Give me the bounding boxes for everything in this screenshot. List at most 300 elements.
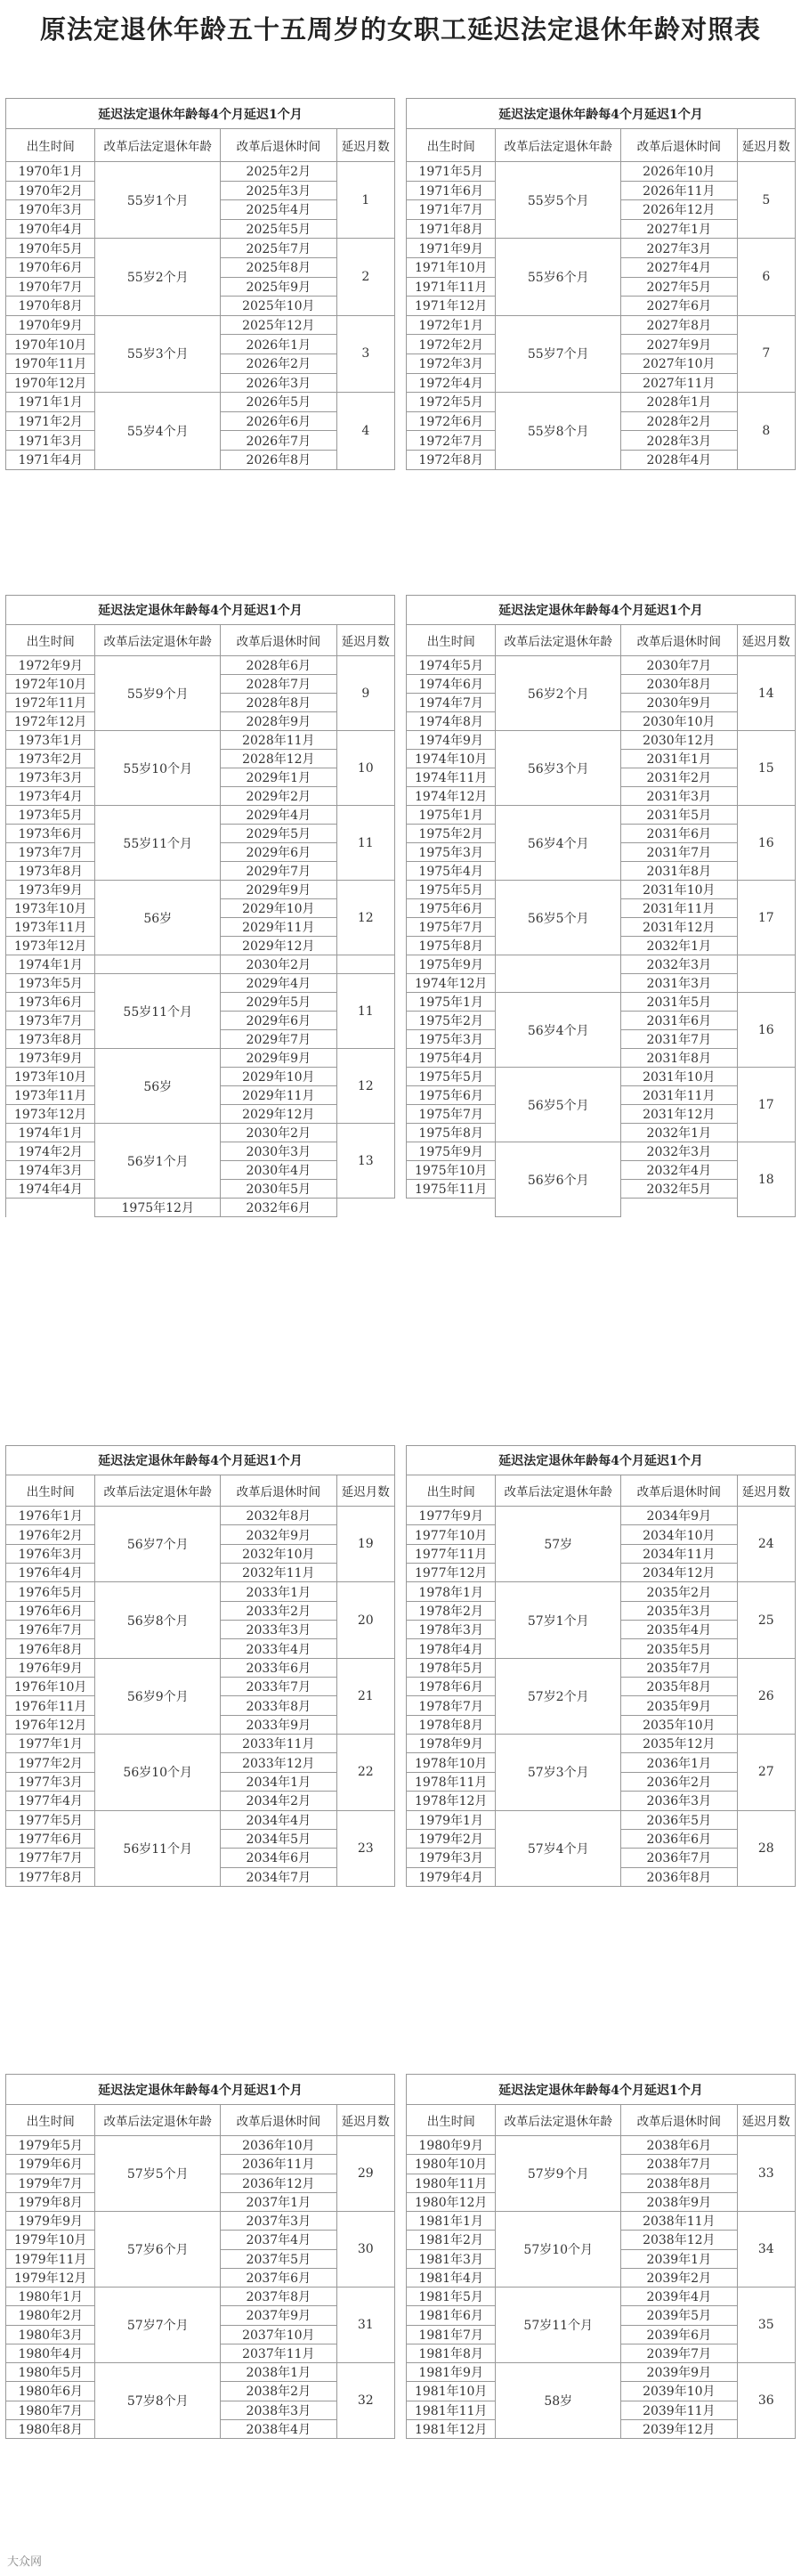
retirement-time-cell: 2039年12月 — [621, 2419, 738, 2438]
retirement-time-cell: 2028年8月 — [221, 694, 337, 712]
header-main-right: 延迟法定退休年龄每4个月延迟1个月 — [406, 1446, 795, 1475]
column-separator — [394, 1810, 406, 1829]
table-row — [6, 2288, 796, 2306]
table-header-row — [6, 596, 796, 625]
retirement-time-cell: 2025年7月 — [221, 239, 337, 258]
retirement-time-cell: 2035年4月 — [621, 1621, 738, 1639]
retirement-time-cell: 2036年2月 — [621, 1772, 738, 1791]
column-separator — [394, 1475, 406, 1507]
delay-months-cell: 22 — [336, 1735, 394, 1810]
column-separator — [394, 993, 406, 1012]
retirement-time-cell: 2039年2月 — [621, 2268, 738, 2287]
retirement-age-cell: 55岁2个月 — [95, 239, 221, 315]
birth-date-cell: 1973年6月 — [6, 825, 95, 843]
retirement-age-cell: 56岁10个月 — [95, 1735, 221, 1810]
delay-months-cell: 18 — [737, 1142, 795, 1217]
birth-date-cell: 1980年2月 — [6, 2306, 95, 2325]
delay-months-cell: 12 — [336, 881, 394, 955]
column-separator — [394, 1696, 406, 1715]
delay-months-cell: 17 — [737, 1068, 795, 1142]
retirement-age-cell: 56岁1个月 — [95, 1124, 221, 1199]
column-separator — [394, 1012, 406, 1030]
retirement-time-cell: 2031年8月 — [621, 1049, 738, 1068]
table-row — [6, 1507, 796, 1525]
retirement-time-cell: 2033年12月 — [221, 1753, 337, 1772]
retirement-time-cell: 2032年11月 — [221, 1564, 337, 1582]
retirement-age-cell: 57岁8个月 — [95, 2363, 221, 2439]
birth-date-cell: 1976年2月 — [6, 1525, 95, 1544]
retirement-age-cell: 57岁7个月 — [95, 2288, 221, 2363]
retirement-age-cell: 55岁11个月 — [95, 806, 221, 881]
birth-date-cell: 1975年1月 — [406, 993, 495, 1012]
header-main-left: 延迟法定退休年龄每4个月延迟1个月 — [6, 1446, 395, 1475]
retirement-time-cell: 2036年10月 — [221, 2136, 337, 2155]
retirement-time-cell: 2026年10月 — [621, 162, 738, 182]
column-separator — [394, 1601, 406, 1620]
column-separator — [394, 411, 406, 431]
birth-date-cell: 1981年1月 — [406, 2212, 495, 2231]
column-separator — [394, 656, 406, 675]
retirement-time-cell: 2037年8月 — [221, 2288, 337, 2306]
retirement-time-cell: 2035年5月 — [621, 1639, 738, 1658]
column-separator — [394, 731, 406, 750]
birth-date-cell: 1980年4月 — [6, 2344, 95, 2362]
birth-date-cell: 1976年1月 — [6, 1507, 95, 1525]
column-separator — [394, 1639, 406, 1658]
column-separator — [394, 239, 406, 258]
birth-date-cell: 1975年10月 — [406, 1161, 495, 1180]
birth-date-cell: 1971年3月 — [6, 431, 95, 451]
birth-date-cell: 1973年7月 — [6, 843, 95, 862]
column-separator — [394, 353, 406, 373]
retirement-time-cell: 2031年11月 — [621, 899, 738, 918]
birth-date-cell: 1974年5月 — [406, 656, 495, 675]
column-header-time: 改革后退休时间 — [621, 1475, 738, 1507]
table-row — [6, 239, 796, 258]
retirement-time-cell: 2026年7月 — [221, 431, 337, 451]
retirement-time-cell: 2036年1月 — [621, 1753, 738, 1772]
retirement-time-cell: 2038年2月 — [221, 2382, 337, 2401]
column-header-age: 改革后法定退休年龄 — [496, 1475, 621, 1507]
birth-date-cell: 1971年9月 — [406, 239, 495, 258]
delay-months-cell: 1 — [336, 162, 394, 239]
birth-date-cell: 1971年4月 — [6, 450, 95, 469]
column-header-months: 延迟月数 — [336, 625, 394, 656]
birth-date-cell: 1979年12月 — [6, 2268, 95, 2287]
retirement-time-cell: 2033年4月 — [221, 1639, 337, 1658]
delay-months-cell: 6 — [737, 239, 795, 315]
birth-date-cell: 1977年12月 — [406, 1564, 495, 1582]
watermark-logo: 大众网 — [7, 2556, 43, 2569]
column-separator — [394, 1735, 406, 1753]
comparison-table — [5, 595, 796, 1217]
retirement-time-cell: 2035年7月 — [621, 1658, 738, 1677]
retirement-age-cell: 57岁11个月 — [496, 2288, 621, 2363]
delay-months-cell: 14 — [737, 656, 795, 731]
column-separator — [394, 1849, 406, 1867]
retirement-time-cell: 2038年9月 — [621, 2192, 738, 2211]
retirement-time-cell: 2033年1月 — [221, 1582, 337, 1601]
retirement-time-cell: 2028年11月 — [221, 731, 337, 750]
birth-date-cell: 1976年11月 — [6, 1696, 95, 1715]
column-separator — [394, 899, 406, 918]
retirement-time-cell: 2030年3月 — [221, 1142, 337, 1161]
birth-date-cell: 1981年3月 — [406, 2249, 495, 2268]
birth-date-cell: 1972年1月 — [406, 315, 495, 335]
birth-date-cell: 1978年4月 — [406, 1639, 495, 1658]
retirement-age-cell: 56岁2个月 — [496, 656, 621, 731]
table-row — [6, 1658, 796, 1677]
retirement-time-cell: 2036年7月 — [621, 1849, 738, 1867]
birth-date-cell: 1975年7月 — [406, 1105, 495, 1124]
retirement-time-cell: 2032年6月 — [221, 1199, 337, 1217]
birth-date-cell: 1972年11月 — [6, 694, 95, 712]
birth-date-cell: 1977年2月 — [6, 1753, 95, 1772]
birth-date-cell: 1980年9月 — [406, 2136, 495, 2155]
retirement-time-cell: 2034年7月 — [221, 1867, 337, 1886]
birth-date-cell: 1980年3月 — [6, 2325, 95, 2344]
delay-months-cell: 34 — [737, 2212, 795, 2288]
birth-date-cell: 1974年3月 — [6, 1161, 95, 1180]
birth-date-cell: 1970年3月 — [6, 200, 95, 220]
birth-date-cell: 1970年1月 — [6, 162, 95, 182]
column-separator — [394, 2288, 406, 2306]
retirement-time-cell: 2027年3月 — [621, 239, 738, 258]
birth-date-cell: 1977年4月 — [6, 1792, 95, 1810]
birth-date-cell: 1975年2月 — [406, 825, 495, 843]
birth-date-cell: 1972年9月 — [6, 656, 95, 675]
column-separator — [394, 2174, 406, 2192]
column-header-age: 改革后法定退休年龄 — [496, 625, 621, 656]
retirement-time-cell: 2037年1月 — [221, 2192, 337, 2211]
retirement-time-cell: 2030年9月 — [621, 694, 738, 712]
column-separator — [394, 1564, 406, 1582]
column-header-age: 改革后法定退休年龄 — [95, 1475, 221, 1507]
table-row — [6, 393, 796, 412]
retirement-age-cell: 57岁9个月 — [496, 2136, 621, 2212]
retirement-time-cell: 2036年3月 — [621, 1792, 738, 1810]
table-header-row — [6, 2075, 796, 2105]
column-separator — [394, 200, 406, 220]
column-separator — [394, 181, 406, 200]
birth-date-cell: 1972年2月 — [406, 335, 495, 354]
column-separator — [394, 806, 406, 825]
column-separator — [394, 918, 406, 937]
retirement-age-cell: 56岁 — [95, 881, 221, 955]
table-column-header-row — [6, 2105, 796, 2136]
table-row — [6, 974, 796, 993]
column-separator — [394, 1829, 406, 1848]
column-separator — [394, 1621, 406, 1639]
birth-date-cell: 1970年2月 — [6, 181, 95, 200]
retirement-time-cell: 2034年10月 — [621, 1525, 738, 1544]
birth-date-cell: 1971年2月 — [6, 411, 95, 431]
birth-date-cell: 1979年1月 — [406, 1810, 495, 1829]
birth-date-cell: 1973年8月 — [6, 1030, 95, 1049]
birth-date-cell: 1977年3月 — [6, 1772, 95, 1791]
retirement-time-cell: 2034年5月 — [221, 1829, 337, 1848]
delay-months-cell: 30 — [336, 2212, 394, 2288]
delay-months-cell: 19 — [336, 1507, 394, 1582]
column-separator — [394, 393, 406, 412]
birth-date-cell: 1979年8月 — [6, 2192, 95, 2211]
birth-date-cell: 1981年12月 — [406, 2419, 495, 2438]
retirement-time-cell: 2031年12月 — [621, 918, 738, 937]
birth-date-cell: 1973年11月 — [6, 1086, 95, 1105]
retirement-time-cell: 2025年4月 — [221, 200, 337, 220]
column-separator — [394, 2075, 406, 2105]
retirement-time-cell: 2039年4月 — [621, 2288, 738, 2306]
birth-date-cell: 1980年8月 — [6, 2419, 95, 2438]
retirement-time-cell: 2039年9月 — [621, 2363, 738, 2382]
retirement-time-cell: 2035年2月 — [621, 1582, 738, 1601]
birth-date-cell: 1970年9月 — [6, 315, 95, 335]
retirement-time-cell: 2032年10月 — [221, 1544, 337, 1563]
retirement-time-cell: 2026年11月 — [621, 181, 738, 200]
retirement-time-cell: 2032年9月 — [221, 1525, 337, 1544]
retirement-age-cell: 56岁6个月 — [496, 1142, 621, 1217]
retirement-time-cell: 2026年5月 — [221, 393, 337, 412]
birth-date-cell: 1979年7月 — [6, 2174, 95, 2192]
column-separator — [394, 162, 406, 182]
birth-date-cell: 1971年10月 — [406, 257, 495, 277]
birth-date-cell: 1978年7月 — [406, 1696, 495, 1715]
retirement-time-cell: 2038年3月 — [221, 2401, 337, 2419]
delay-months-cell: 7 — [737, 315, 795, 392]
column-header-age: 改革后法定退休年龄 — [95, 625, 221, 656]
retirement-time-cell: 2035年3月 — [621, 1601, 738, 1620]
header-main-left: 延迟法定退休年龄每4个月延迟1个月 — [6, 99, 395, 129]
birth-date-cell: 1977年6月 — [6, 1829, 95, 1848]
birth-date-cell: 1977年7月 — [6, 1849, 95, 1867]
column-separator — [394, 2231, 406, 2249]
header-main-right: 延迟法定退休年龄每4个月延迟1个月 — [406, 99, 795, 129]
birth-date-cell: 1970年12月 — [6, 373, 95, 393]
birth-date-cell: 1978年9月 — [406, 1735, 495, 1753]
retirement-time-cell: 2036年5月 — [621, 1810, 738, 1829]
column-separator — [394, 1180, 406, 1199]
birth-date-cell: 1973年9月 — [6, 1049, 95, 1068]
column-separator — [394, 787, 406, 806]
birth-date-cell: 1976年6月 — [6, 1601, 95, 1620]
table-column-header-row — [6, 625, 796, 656]
delay-months-cell: 25 — [737, 1582, 795, 1658]
birth-date-cell: 1973年12月 — [6, 937, 95, 955]
column-separator — [394, 1507, 406, 1525]
birth-date-cell: 1981年6月 — [406, 2306, 495, 2325]
column-header-age: 改革后法定退休年龄 — [95, 2105, 221, 2136]
retirement-time-cell: 2033年6月 — [221, 1658, 337, 1677]
retirement-time-cell: 2029年4月 — [221, 806, 337, 825]
retirement-age-cell — [95, 955, 221, 974]
column-separator — [394, 596, 406, 625]
retirement-age-cell: 57岁1个月 — [496, 1582, 621, 1658]
column-header-birth: 出生时间 — [406, 2105, 495, 2136]
birth-date-cell: 1972年10月 — [6, 675, 95, 694]
table-row — [6, 2136, 796, 2155]
comparison-table — [5, 1445, 796, 1887]
column-separator — [394, 1124, 406, 1142]
table-row — [6, 806, 796, 825]
retirement-time-cell: 2037年3月 — [221, 2212, 337, 2231]
birth-date-cell: 1977年5月 — [6, 1810, 95, 1829]
retirement-time-cell: 2025年2月 — [221, 162, 337, 182]
retirement-time-cell: 2029年12月 — [221, 1105, 337, 1124]
retirement-time-cell: 2039年10月 — [621, 2382, 738, 2401]
retirement-age-cell: 55岁9个月 — [95, 656, 221, 731]
retirement-time-cell: 2032年1月 — [621, 937, 738, 955]
retirement-time-cell: 2029年10月 — [221, 1068, 337, 1086]
birth-date-cell: 1981年11月 — [406, 2401, 495, 2419]
birth-date-cell: 1978年6月 — [406, 1678, 495, 1696]
birth-date-cell: 1973年11月 — [6, 918, 95, 937]
birth-date-cell: 1974年12月 — [406, 787, 495, 806]
delay-months-cell: 23 — [336, 1810, 394, 1886]
delay-months-cell: 33 — [737, 2136, 795, 2212]
column-header-time: 改革后退休时间 — [621, 625, 738, 656]
column-separator — [394, 843, 406, 862]
retirement-time-cell: 2031年5月 — [621, 806, 738, 825]
retirement-time-cell: 2030年12月 — [621, 731, 738, 750]
birth-date-cell: 1972年8月 — [406, 450, 495, 469]
birth-date-cell: 1978年12月 — [406, 1792, 495, 1810]
column-header-birth: 出生时间 — [6, 2105, 95, 2136]
column-separator — [394, 675, 406, 694]
retirement-time-cell: 2029年11月 — [221, 1086, 337, 1105]
birth-date-cell: 1978年10月 — [406, 1753, 495, 1772]
birth-date-cell: 1977年10月 — [406, 1525, 495, 1544]
retirement-time-cell: 2036年11月 — [221, 2155, 337, 2174]
retirement-time-cell: 2029年10月 — [221, 899, 337, 918]
column-separator — [394, 257, 406, 277]
column-header-age: 改革后法定退休年龄 — [496, 129, 621, 162]
column-separator — [394, 750, 406, 768]
birth-date-cell: 1981年9月 — [406, 2363, 495, 2382]
header-main-left: 延迟法定退休年龄每4个月延迟1个月 — [6, 2075, 395, 2105]
column-separator — [394, 1658, 406, 1677]
birth-date-cell: 1974年9月 — [406, 731, 495, 750]
column-separator — [394, 373, 406, 393]
retirement-time-cell: 2031年8月 — [621, 862, 738, 881]
birth-date-cell: 1976年12月 — [6, 1715, 95, 1734]
birth-date-cell: 1974年6月 — [406, 675, 495, 694]
retirement-age-cell — [496, 955, 621, 993]
birth-date-cell: 1973年3月 — [6, 768, 95, 787]
birth-date-cell: 1970年5月 — [6, 239, 95, 258]
retirement-time-cell: 2025年3月 — [221, 181, 337, 200]
table-header-row — [6, 1446, 796, 1475]
delay-months-cell: 24 — [737, 1507, 795, 1582]
birth-date-cell: 1980年6月 — [6, 2382, 95, 2401]
birth-date-cell: 1979年11月 — [6, 2249, 95, 2268]
retirement-age-cell: 57岁5个月 — [95, 2136, 221, 2212]
retirement-time-cell: 2038年1月 — [221, 2363, 337, 2382]
birth-date-cell: 1975年4月 — [406, 1049, 495, 1068]
comparison-table — [5, 2074, 796, 2439]
retirement-age-cell: 57岁 — [496, 1507, 621, 1582]
retirement-time-cell: 2027年9月 — [621, 335, 738, 354]
retirement-time-cell: 2037年10月 — [221, 2325, 337, 2344]
birth-date-cell: 1975年5月 — [406, 881, 495, 899]
birth-date-cell: 1973年5月 — [6, 974, 95, 993]
column-header-birth: 出生时间 — [6, 129, 95, 162]
delay-months-cell: 11 — [336, 806, 394, 881]
retirement-time-cell: 2037年6月 — [221, 2268, 337, 2287]
retirement-age-cell: 55岁3个月 — [95, 315, 221, 392]
table-row — [6, 955, 796, 974]
retirement-time-cell: 2032年8月 — [221, 1507, 337, 1525]
birth-date-cell: 1979年10月 — [6, 2231, 95, 2249]
column-separator — [394, 1753, 406, 1772]
retirement-time-cell: 2031年10月 — [621, 1068, 738, 1086]
retirement-time-cell: 2030年2月 — [221, 1124, 337, 1142]
column-separator — [394, 712, 406, 731]
retirement-time-cell: 2028年1月 — [621, 393, 738, 412]
column-separator — [394, 1446, 406, 1475]
column-separator — [394, 1142, 406, 1161]
column-separator — [394, 1867, 406, 1886]
retirement-age-cell: 57岁6个月 — [95, 2212, 221, 2288]
table-row — [6, 881, 796, 899]
column-header-birth: 出生时间 — [406, 129, 495, 162]
column-separator — [394, 297, 406, 316]
column-header-birth: 出生时间 — [6, 625, 95, 656]
table-row — [6, 731, 796, 750]
birth-date-cell: 1975年9月 — [406, 955, 495, 974]
column-separator — [394, 2363, 406, 2382]
column-separator — [394, 219, 406, 239]
retirement-age-cell: 55岁7个月 — [496, 315, 621, 392]
retirement-time-cell: 2028年3月 — [621, 431, 738, 451]
birth-date-cell: 1978年3月 — [406, 1621, 495, 1639]
birth-date-cell: 1970年10月 — [6, 335, 95, 354]
birth-date-cell: 1974年1月 — [6, 955, 95, 974]
delay-months-cell: 16 — [737, 806, 795, 881]
retirement-time-cell: 2038年4月 — [221, 2419, 337, 2438]
retirement-time-cell: 2027年5月 — [621, 277, 738, 297]
column-separator — [394, 1030, 406, 1049]
retirement-time-cell: 2031年12月 — [621, 1105, 738, 1124]
column-header-months: 延迟月数 — [737, 2105, 795, 2136]
birth-date-cell: 1980年1月 — [6, 2288, 95, 2306]
column-separator — [394, 2192, 406, 2211]
retirement-time-cell: 2036年12月 — [221, 2174, 337, 2192]
birth-date-cell: 1974年1月 — [6, 1124, 95, 1142]
birth-date-cell: 1973年10月 — [6, 899, 95, 918]
table-column-header-row — [6, 129, 796, 162]
retirement-time-cell: 2039年11月 — [621, 2401, 738, 2419]
comparison-table — [5, 98, 796, 470]
birth-date-cell: 1975年8月 — [406, 1124, 495, 1142]
column-separator — [394, 335, 406, 354]
retirement-time-cell: 2026年1月 — [221, 335, 337, 354]
column-header-time: 改革后退休时间 — [221, 625, 337, 656]
retirement-time-cell: 2027年4月 — [621, 257, 738, 277]
delay-months-cell — [737, 955, 795, 993]
table-row — [6, 162, 796, 182]
retirement-time-cell: 2025年9月 — [221, 277, 337, 297]
column-header-birth: 出生时间 — [6, 1475, 95, 1507]
retirement-time-cell: 2025年8月 — [221, 257, 337, 277]
column-header-months: 延迟月数 — [336, 1475, 394, 1507]
retirement-age-cell: 57岁2个月 — [496, 1658, 621, 1734]
delay-months-cell: 3 — [336, 315, 394, 392]
retirement-time-cell: 2028年2月 — [621, 411, 738, 431]
retirement-age-cell: 55岁6个月 — [496, 239, 621, 315]
retirement-age-cell: 56岁3个月 — [496, 731, 621, 806]
retirement-time-cell: 2032年4月 — [621, 1161, 738, 1180]
column-separator — [394, 937, 406, 955]
